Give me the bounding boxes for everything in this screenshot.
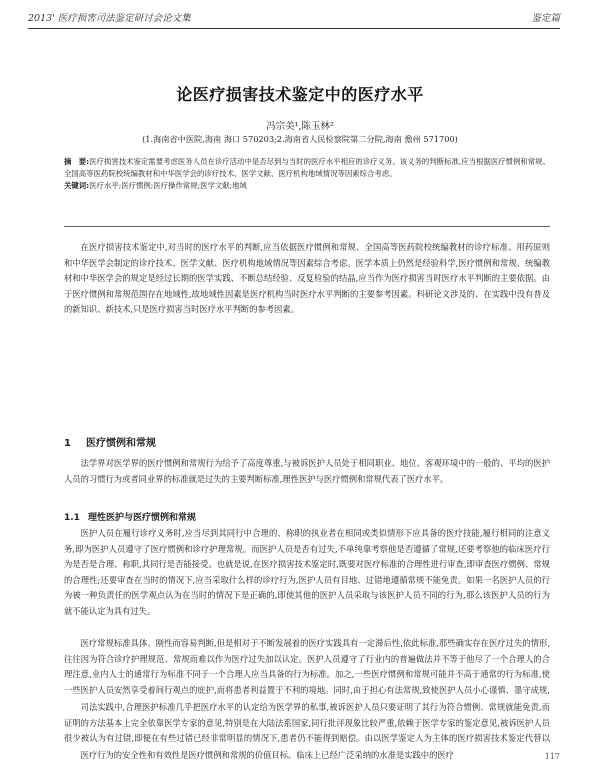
section-title: 医疗惯例和常规 [86, 438, 156, 449]
section-number: 1 [64, 438, 71, 449]
affiliation: (1.海南省中医院,海南 海口 570203;2.海南省人民检察院第二分院,海南 儋州 571700) [142, 134, 458, 144]
header-rule [28, 28, 560, 29]
subsection-paragraph: 司法实践中,合理医护标准几乎把医疗水平的认定给为医学界的私事,被诉医护人员只要证明了其行为符合惯例、常规就能免责,而证明的方法基本上完全依靠医学专家的意见,特别是在大陆法系国家,同行批评现象比较严重,依赖于医学专家的鉴定意见,被诉医护人员很少被认为有过错,即便在有些过错已经非常明显的情况下,患者仍不能得到赔偿。由以医学鉴定人为主体的医疗损害技术鉴定代替以 [64, 702, 550, 744]
abstract-divider [64, 226, 550, 227]
section-heading-1 [64, 434, 156, 449]
subsection-paragraph: 医护人员在履行诊疗义务时,应当尽到其同行中合理的、称职的执业者在相同或类似情形下应具备的医疗技能,履行相同的注意义务,即为医护人员遵守了医疗惯例和诊疗护理常规。而医护人员是否有过失,不单纯靠考察他是否遵循了常规,还要考察他的临床医疗行为是否是合理、称职,其同行是否能接受。也就是说,在医疗损害技术鉴定时,既要对医疗标准的合理性进行审查,即审查医疗惯例、常规的合理性;还要审查在当时的情况下,应当采取什么样的诊疗行为,医护人员有目地、过错地遵循常规不能免责。如果一名医护人员的行为被一种负责任的医学观点认为在当时的情况下是正确的,即使其他的医护人员采取与该医护人员不同的行为,那么该医护人员的行为就不能认定为具有过失。 [64, 528, 550, 616]
page-number: 117 [544, 752, 560, 761]
subsection-paragraph: 医疗常规标准具体、刚性而容易判断,但是相对于不断发展着的医疗实践具有一定滞后性,依此标准,那些确实存在医疗过失的情形,往往因为符合诊疗护理规范、常规而难以作为医疗过失加以认定。医护人员遵守了行业内的普遍做法并不等于他尽了一个合理人的合理注意,业内人士的通常行为标准不同于一个合理人应当具备的行为标准。加之,一些医疗惯例和常规可能并不高于通常的行为标准,使一些医护人员安然享受着间行观点的庇护,而将患者利益置于不利的境地。同时,由于担心有法常规,致使医护人员小心谨慎、墨守成规, [64, 638, 550, 695]
section-1-paragraph: 法学界对医学界的医疗惯例和常规行为给予了高度尊重,与被诉医护人员处于相同职业、地位、客观环境中的一般的、平均的医护人员的习惯行为或者同业界的标准就是过失的主要判断标准,理性医护与医疗惯例和常规代表了医疗水平。 [64, 458, 550, 484]
subsection-paragraph: 医疗行为的安全性和有效性是医疗惯例和常规的价值目标。临床上已经广泛采纳的水准是实践中的医疗 [80, 750, 454, 760]
keywords-text: 医疗水平;医疗惯例;医疗操作常规;医学文献;地域 [89, 181, 247, 190]
running-header-left: 2013' 医疗损害司法鉴定研讨会论文集 [28, 13, 191, 24]
intro-paragraph: 在医疗损害技术鉴定中,对当时的医疗水平的判断,应当依据医疗惯例和常规、全国高等医药院校统编教材的诊疗标准、用药原则和中华医学会制定的诊疗技术、医学文献、医疗机构地域情况等因素综合考虑。医学本质上仍然是经验科学,医疗惯例和常规、统编教材和中华医学会的规定是经过长期的医学实践、不断总结经验、反复检验的结晶,应当作为医疗损害当时医疗水平判断的主要依据。由于医疗惯例和常规范围存在地域性,故地域性因素是医疗机构当时医疗水平判断的主要参考因素。科研论文涉及的、在实践中没有普及的新知识、新技术,只是医疗损害当时医疗水平判断的参考因素。 [64, 242, 550, 315]
subsection-heading-1-1 [64, 510, 196, 523]
keywords-label: 关键词: [64, 181, 90, 190]
paper-title: 论医疗损害技术鉴定中的医疗水平 [176, 85, 424, 104]
running-header-right: 鉴定篇 [531, 13, 560, 24]
authors: 冯宗美¹,陈玉林² [266, 121, 334, 132]
abstract-paragraph [64, 156, 550, 180]
abstract-label: 摘 要: [64, 157, 90, 166]
keywords-line [64, 180, 550, 192]
abstract-text: 医疗损害技术鉴定需要考虑医务人员在诊疗活动中是否尽到与当时的医疗水平相应的诊疗义务。该义务的判断标准,应当根据医疗惯例和常规、全国高等医药院校统编教材和中华医学会的诊疗技术、医学文献、医疗机构地域情况等因素综合考虑。 [64, 157, 550, 178]
subsection-title: 理性医护与医疗惯例和常规 [88, 513, 197, 523]
subsection-number: 1.1 [64, 513, 80, 523]
abstract [64, 156, 550, 192]
running-header [28, 8, 560, 26]
